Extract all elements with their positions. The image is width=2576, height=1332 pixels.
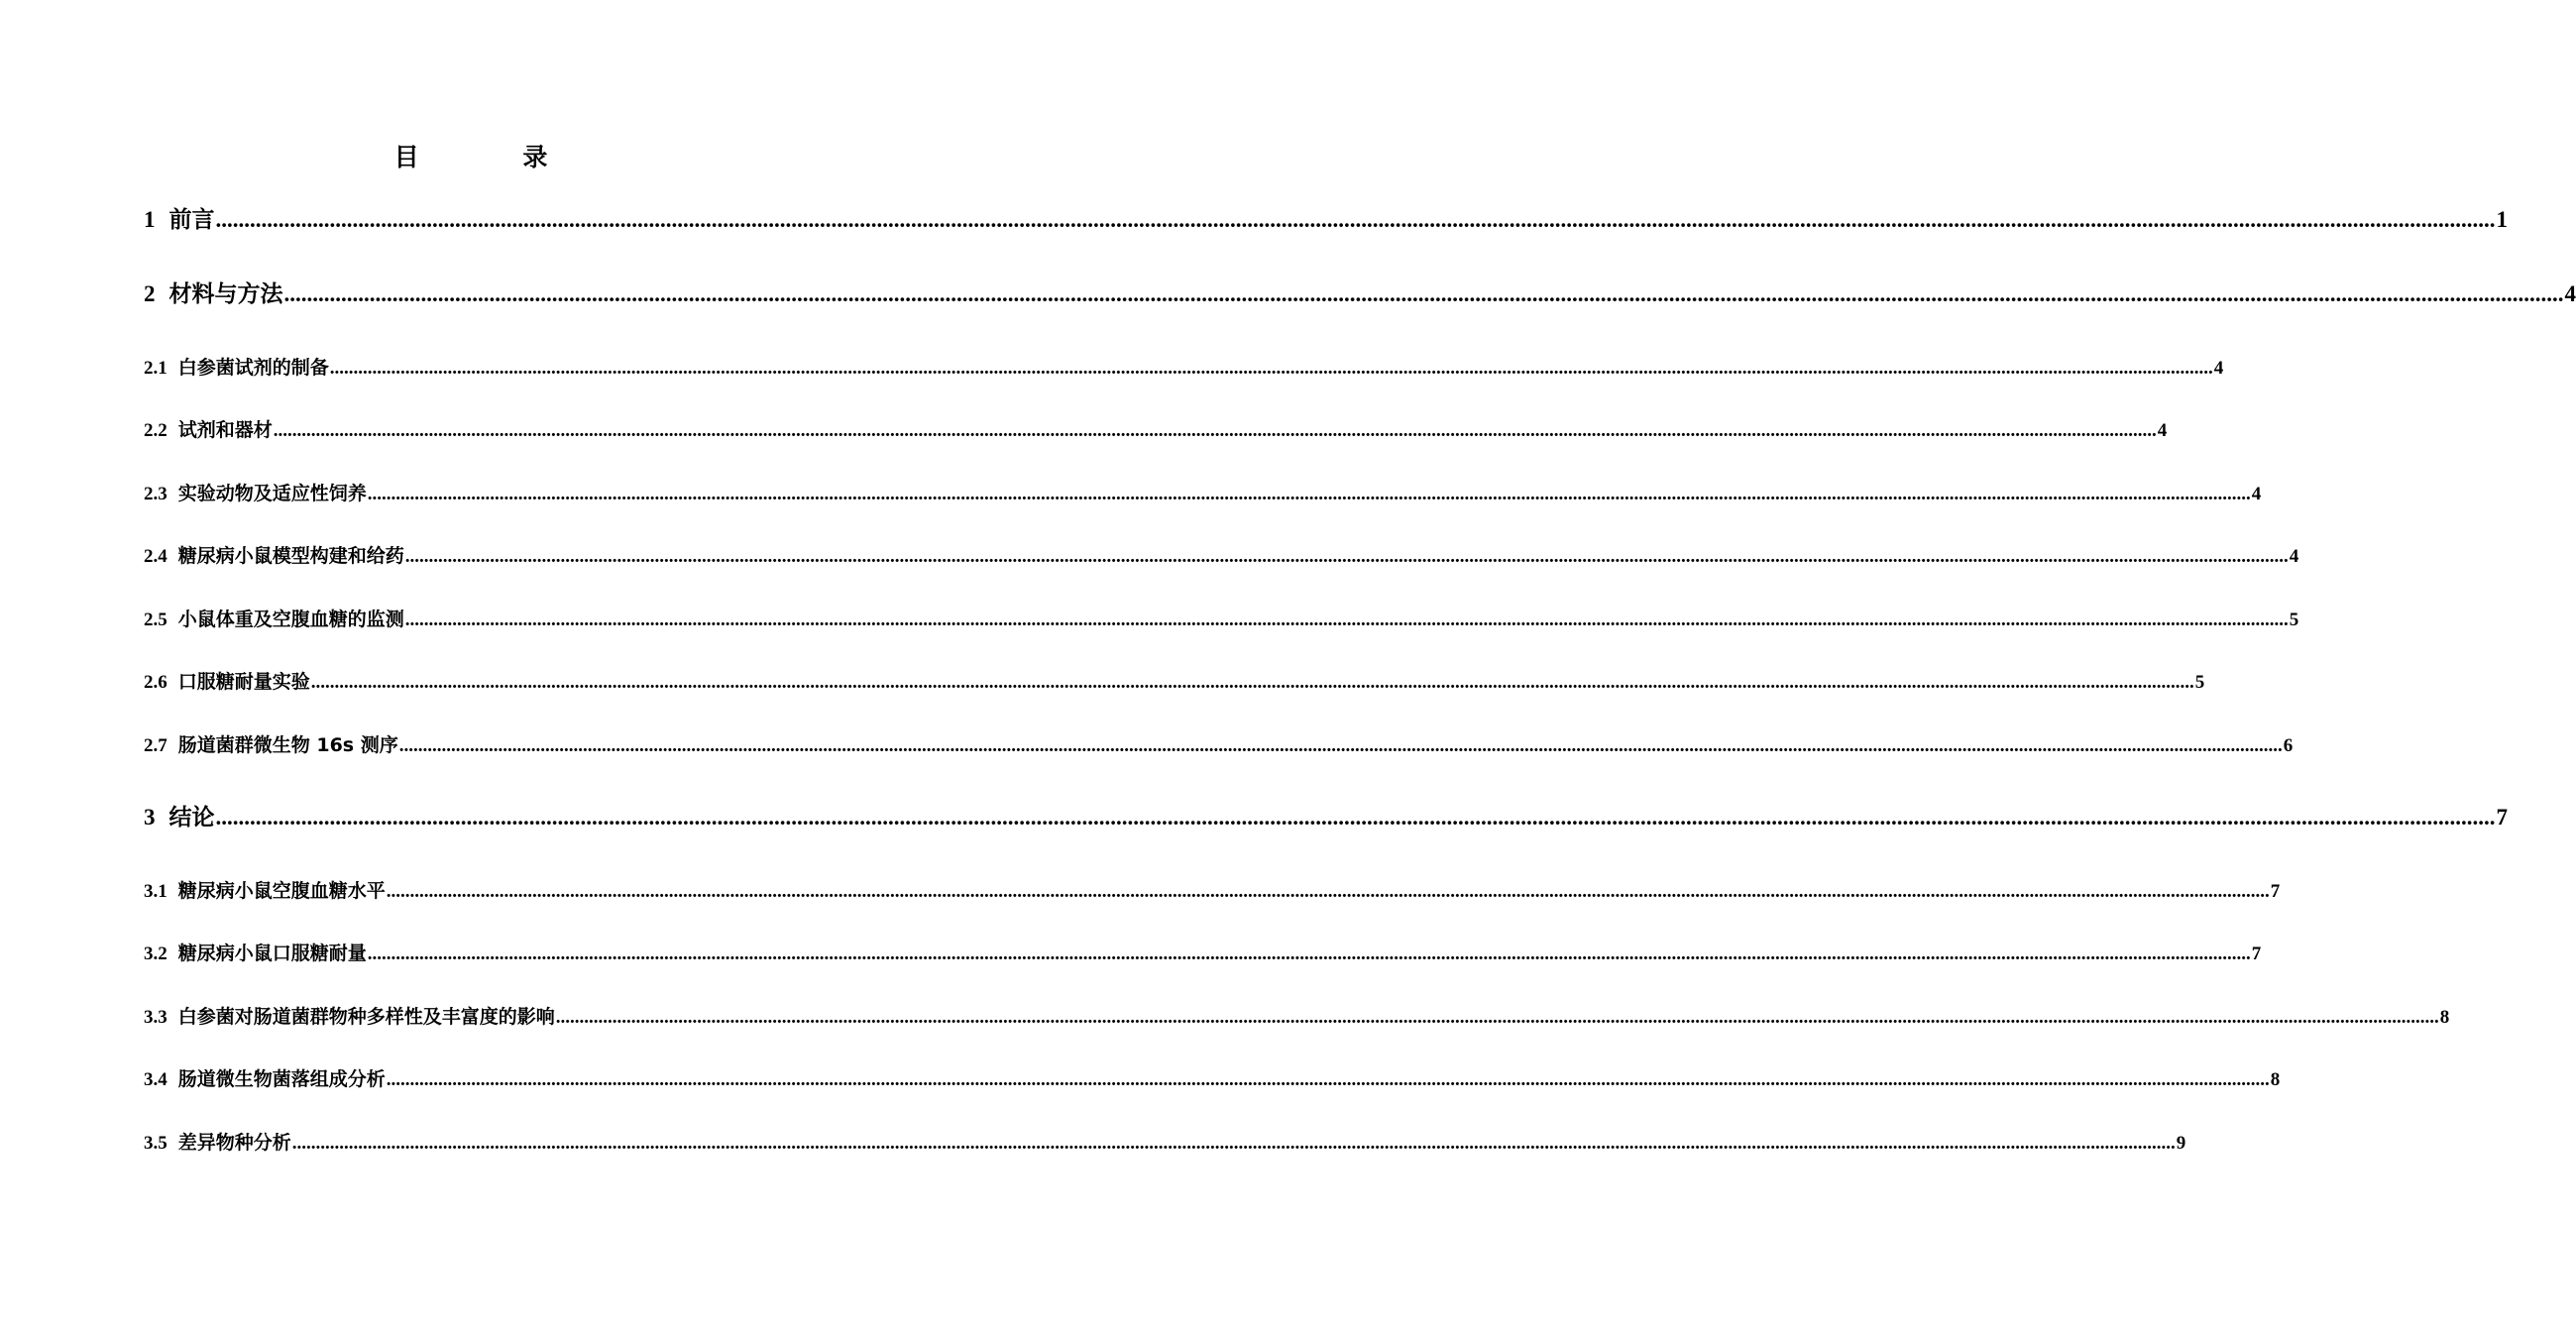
toc-entry-title: 结论: [168, 805, 215, 831]
toc-entry-number: 2.2: [144, 420, 168, 441]
toc-entry-page: 7: [2496, 805, 2508, 830]
toc-entry-number: 2.7: [144, 735, 168, 756]
toc-entry-page: 9: [2176, 1133, 2186, 1154]
toc-entry-title: 白参菌对肠道菌群物种多样性及丰富度的影响: [177, 1006, 555, 1028]
toc-leader-dots: ................................................................................................................................................................................................................................................................................................................................................................................................................: [404, 546, 2289, 567]
toc-entry-page: 4: [2157, 420, 2168, 441]
toc-entry[interactable]: [144, 607, 2299, 633]
toc-leader-dots: ................................................................................................................................................................................................................................................................................................................................................................................................................: [386, 1069, 2270, 1090]
toc-entry-number: 3.1: [144, 881, 168, 902]
toc-entry-number: 3.2: [144, 944, 168, 964]
toc-leader-dots: ................................................................................................................................................................................................................................................................................................................................................................................................................: [555, 1007, 2439, 1028]
toc-leader-dots: ................................................................................................................................................................................................................................................................................................................................................................................................................: [215, 207, 2496, 232]
toc-title: 目 录: [393, 143, 596, 171]
toc-entry[interactable]: [144, 1004, 2450, 1031]
toc-entry-page: 5: [2289, 610, 2299, 630]
toc-entry-page: 7: [2270, 881, 2281, 902]
toc-leader-dots: ................................................................................................................................................................................................................................................................................................................................................................................................................: [283, 281, 2564, 306]
toc-entry-page: 8: [2439, 1007, 2450, 1028]
toc-entry-page: 4: [2289, 546, 2299, 567]
toc-entry-page: 7: [2251, 944, 2262, 964]
toc-entry-title: 材料与方法: [168, 281, 283, 307]
toc-entry-title: 糖尿病小鼠口服糖耐量: [177, 943, 367, 964]
toc-entry-page: 1: [2496, 207, 2508, 232]
toc-entry-number: 2.5: [144, 610, 168, 630]
toc-entry[interactable]: [144, 543, 2299, 570]
toc-entry-number: 3: [144, 805, 156, 830]
toc-leader-dots: ................................................................................................................................................................................................................................................................................................................................................................................................................: [310, 672, 2194, 693]
toc-entry[interactable]: [144, 279, 2576, 309]
toc-leader-dots: ................................................................................................................................................................................................................................................................................................................................................................................................................: [367, 484, 2251, 504]
toc-entry-title: 前言: [168, 207, 215, 233]
toc-leader-dots: ................................................................................................................................................................................................................................................................................................................................................................................................................: [273, 420, 2157, 441]
toc-entry[interactable]: [144, 878, 2281, 905]
toc-entry-number: 2.3: [144, 484, 168, 504]
toc-entry-number: 3.3: [144, 1007, 168, 1028]
toc-entry[interactable]: [144, 803, 2508, 832]
toc-entry[interactable]: [144, 1066, 2281, 1093]
toc-leader-dots: ................................................................................................................................................................................................................................................................................................................................................................................................................: [367, 944, 2251, 964]
toc-leader-dots: ................................................................................................................................................................................................................................................................................................................................................................................................................: [386, 881, 2270, 902]
toc-entry-number: 3.4: [144, 1069, 168, 1090]
toc-entry-page: 4: [2251, 484, 2262, 504]
toc-entry-number: 2: [144, 281, 156, 306]
toc-leader-dots: ................................................................................................................................................................................................................................................................................................................................................................................................................: [215, 805, 2496, 830]
toc-entry-title: 试剂和器材: [177, 419, 273, 441]
toc-entry-number: 2.6: [144, 672, 168, 693]
toc-entry-title: 实验动物及适应性饲养: [177, 483, 367, 504]
toc-entry[interactable]: [144, 732, 2294, 759]
toc-entry[interactable]: [144, 1130, 2186, 1157]
toc-entry-number: 1: [144, 207, 156, 232]
toc-entry-title: 糖尿病小鼠空腹血糖水平: [177, 880, 386, 902]
toc-entry[interactable]: [144, 205, 2508, 235]
toc-entry-number: 2.4: [144, 546, 168, 567]
toc-entry-page: 4: [2213, 358, 2224, 379]
toc-entry-page: 5: [2194, 672, 2205, 693]
toc-entry-title: 口服糖耐量实验: [177, 671, 310, 693]
toc-entry[interactable]: [144, 417, 2168, 444]
toc-leader-dots: ................................................................................................................................................................................................................................................................................................................................................................................................................: [329, 358, 2213, 379]
toc-leader-dots: ................................................................................................................................................................................................................................................................................................................................................................................................................: [404, 610, 2289, 630]
toc-entry-title: 肠道微生物菌落组成分析: [177, 1068, 386, 1090]
toc-entry-title: 糖尿病小鼠模型构建和给药: [177, 545, 404, 567]
toc-entry-page: 4: [2564, 281, 2576, 306]
toc-leader-dots: ................................................................................................................................................................................................................................................................................................................................................................................................................: [398, 735, 2283, 756]
toc-entry-number: 3.5: [144, 1133, 168, 1154]
toc-entry-title: 小鼠体重及空腹血糖的监测: [177, 609, 404, 630]
toc-entry-page: 6: [2283, 735, 2294, 756]
toc-entry-number: 2.1: [144, 358, 168, 379]
toc-leader-dots: ................................................................................................................................................................................................................................................................................................................................................................................................................: [291, 1133, 2176, 1154]
toc-entry-title: 差异物种分析: [177, 1132, 291, 1154]
toc-entry[interactable]: [144, 355, 2224, 382]
toc-entry-title: 白参菌试剂的制备: [177, 357, 329, 379]
toc-entry[interactable]: [144, 481, 2262, 507]
toc-entry[interactable]: [144, 941, 2262, 967]
toc-entry-title: 肠道菌群微生物 16s 测序: [177, 734, 398, 756]
toc-entry[interactable]: [144, 669, 2205, 696]
toc-entry-page: 8: [2270, 1069, 2281, 1090]
